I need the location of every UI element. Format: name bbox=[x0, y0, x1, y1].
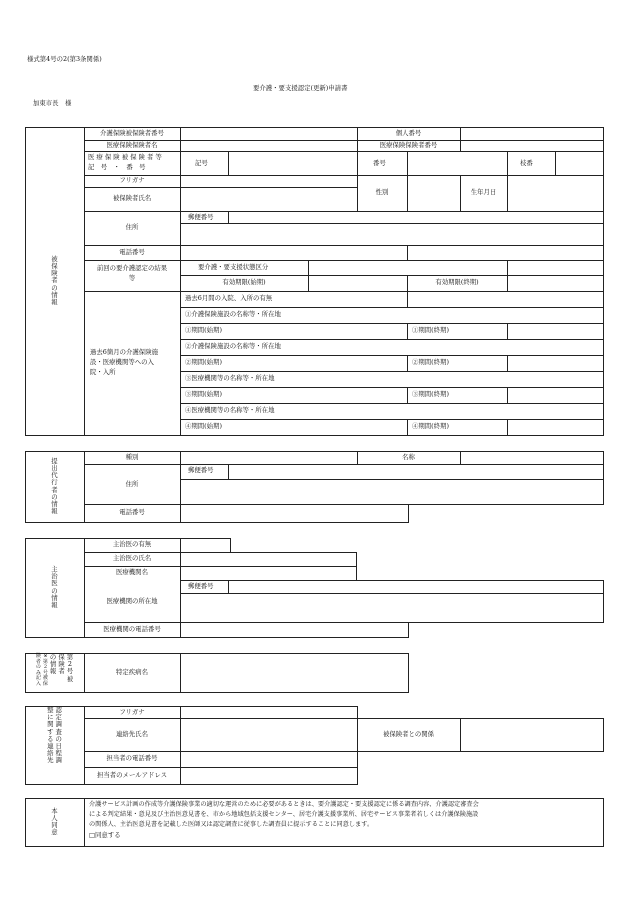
symbol-label: 記号 bbox=[195, 159, 208, 167]
vertical-label-column: 認 定 調 査 の 日 程 調 bbox=[55, 706, 62, 765]
vertical-label-column: 整 に 関 す る 連 絡 先 bbox=[47, 706, 54, 765]
agent-address-label: 住所 bbox=[125, 480, 139, 488]
agent-name-label: 名称 bbox=[402, 453, 415, 461]
form-title: 要介護・要支援認定(更新)申請書 bbox=[253, 84, 348, 92]
number-label: 番号 bbox=[373, 159, 386, 167]
facility-row: ③医療機関等の名称等・所在地 bbox=[185, 374, 275, 382]
form-number: 様式第4号の2(第3条関係) bbox=[27, 55, 102, 63]
valid-start-label: 有効期限(始期) bbox=[222, 278, 266, 286]
medical-insured-symbol-label-1: 医 療 保 険 被 保 険 者 等 bbox=[88, 153, 162, 161]
insured-section-label bbox=[25, 127, 84, 435]
address-label: 住所 bbox=[125, 223, 139, 231]
agent-phone-label: 電話番号 bbox=[119, 508, 145, 516]
disease-label: 特定疾病名 bbox=[116, 668, 148, 676]
insured-name-label: 被保険者氏名 bbox=[112, 194, 152, 202]
postal-label: 郵便番号 bbox=[188, 213, 214, 221]
contact-name-label: 連絡先氏名 bbox=[116, 730, 148, 738]
facility-row: 過去6月間の入院、入所の有無 bbox=[185, 294, 273, 302]
contact-furigana-label: フリガナ bbox=[119, 708, 145, 716]
valid-end-label: 有効期限(終期) bbox=[435, 278, 479, 286]
branch-label: 枝番 bbox=[520, 159, 533, 167]
consent-section-label bbox=[25, 798, 84, 846]
consent-text-2: による判定結果・意見及び主治医意見書を、市から地域包括支援センター、居宅介護支援事業所、居宅サービス事業者若しくは介護保険施設 bbox=[89, 811, 479, 818]
facility-row: ②期間(始期) bbox=[185, 358, 222, 366]
contact-section-label bbox=[25, 707, 84, 784]
doctor-name-label: 主治医の氏名 bbox=[112, 554, 152, 562]
vertical-label-column: ※ 第 2 号 被 保 bbox=[42, 653, 48, 687]
second-insured-label bbox=[25, 654, 84, 692]
vertical-label-column: の 情 報 bbox=[49, 653, 57, 676]
facility-row: ①介護保険施設の名称等・所在地 bbox=[185, 310, 281, 318]
facility-row: ③期間(始期) bbox=[185, 390, 222, 398]
vertical-label-column: 保 険 者 bbox=[58, 653, 65, 676]
agent-postal-label: 郵便番号 bbox=[188, 466, 214, 474]
furigana-label: フリガナ bbox=[119, 176, 145, 184]
doctor-presence-label: 主治医の有無 bbox=[112, 540, 152, 548]
vertical-label: 提 出 代 行 者 の 情 報 bbox=[51, 456, 58, 516]
institution-address-label: 医療機関の所在地 bbox=[106, 597, 158, 605]
facility-end-row: ③期間(終期) bbox=[412, 390, 449, 398]
phone-label: 電話番号 bbox=[119, 248, 145, 256]
care-level-label: 要介護・要支援状態区分 bbox=[198, 263, 269, 271]
facility-end-row: ②期間(終期) bbox=[412, 358, 449, 366]
previous-cert-label-1: 前回の要介護認定の結果 bbox=[96, 264, 168, 272]
gender-label: 性別 bbox=[375, 188, 389, 196]
facility-row: ④期間(始期) bbox=[185, 422, 222, 430]
doctor-postal-label: 郵便番号 bbox=[188, 582, 214, 590]
vertical-label: 本 人 同 意 bbox=[51, 806, 58, 837]
vertical-label: 被 保 険 者 の 情 報 bbox=[51, 254, 58, 306]
facility-label-3: 院・入所 bbox=[90, 368, 116, 376]
vertical-label-column: 険 者 の み 記 入 bbox=[35, 653, 41, 687]
consent-checkbox[interactable]: □同意する bbox=[89, 831, 121, 839]
insurance-number-label: 介護保険被保険者番号 bbox=[100, 129, 164, 137]
contact-phone-label: 担当者の電話番号 bbox=[106, 754, 158, 762]
relation-label: 被保険者との関係 bbox=[382, 730, 435, 738]
consent-text-1: 介護サービス計画の作成等介護保険事業の適切な運営のために必要があるときは、要介護認定・要支援認定に係る調査内容、介護認定審査会 bbox=[89, 801, 479, 808]
vertical-label-column: 第 2 号 被 bbox=[66, 653, 74, 683]
facility-row: ②介護保険施設の名称等・所在地 bbox=[185, 342, 281, 350]
birthdate-label: 生年月日 bbox=[470, 188, 497, 196]
facility-label-1: 過去6箇月の介護保険施 bbox=[90, 348, 158, 356]
institution-label: 医療機関名 bbox=[116, 568, 148, 576]
institution-phone-label: 医療機関の電話番号 bbox=[103, 625, 161, 633]
doctor-section-label bbox=[25, 538, 84, 637]
facility-row: ④医療機関等の名称等・所在地 bbox=[185, 406, 275, 414]
facility-end-row: ④期間(終期) bbox=[412, 422, 449, 430]
facility-row: ①期間(始期) bbox=[185, 326, 222, 334]
agent-type-label: 種別 bbox=[125, 453, 139, 461]
previous-cert-label-2: 等 bbox=[128, 274, 136, 282]
facility-label-2: 設・医療機関等への入 bbox=[90, 358, 154, 366]
vertical-label: 主 治 医 の 情 報 bbox=[51, 564, 58, 609]
medical-insurer-number-label: 医療保険保険者番号 bbox=[379, 141, 438, 149]
medical-insurer-name-label: 医療保険保険者名 bbox=[106, 141, 158, 149]
addressee: 加東市長 様 bbox=[33, 99, 72, 107]
personal-number-label: 個人番号 bbox=[395, 129, 422, 137]
medical-insured-symbol-label-2: 記 号 ・ 番 号 bbox=[88, 163, 146, 171]
consent-text-3: の関係人、主治医意見書を記載した医師又は認定調査に従事した調査員に提示することに同意します。 bbox=[89, 821, 374, 828]
agent-section-label bbox=[25, 451, 84, 522]
contact-email-label: 担当者のメールアドレス bbox=[97, 771, 167, 779]
facility-end-row: ①期間(終期) bbox=[412, 326, 449, 334]
